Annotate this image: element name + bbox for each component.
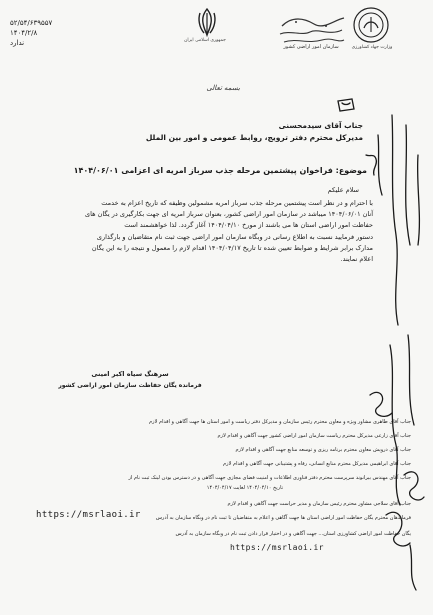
- body-line: آنان ۱۴۰۴/۰۶/۰۱ میباشد در سازمان امور اراضی کشور، بعنوان سرباز امریه ای جهت بکارگیری در یگان های: [85, 210, 373, 219]
- cc-line: جناب آقای مهندس بیرانوند سرپرست محترم دفتر فناوری اطلاعات و امنیت فضای مجازی جهت آگاهی و در دسترس بودن لینک ثبت نام از: [128, 475, 411, 481]
- body-line: دستور فرمایید نسبت به اطلاع رسانی در وبگاه سازمان امور اراضی جهت ثبت نام متقاضیان و بارگذاری: [96, 232, 373, 241]
- subject-line: موضوع: فراخوان پیشتمین مرحله جذب سرباز امریه ای اعزامی ۱۴۰۴/۰۶/۰۱: [73, 166, 367, 175]
- body-line: مدارک برابر شرایط و ضوابط تعیین شده تا تاریخ ۱۴۰۴/۰۴/۱۷ اقدام لازم را معمول و نتیجه را به این یگان: [91, 243, 373, 252]
- jahad-seal-icon: [352, 6, 390, 44]
- registration-url[interactable]: https://msrlaoi.ir: [36, 510, 141, 520]
- letter-header-meta: [10, 18, 52, 48]
- cc-line: جناب آقای زارعی مدیرکل محترم ریاست سازمان امور اراضی کشور جهت آگاهی و اقدام لازم: [217, 433, 411, 439]
- iran-emblem-icon: [196, 7, 218, 37]
- body-line: با احترام و در نظر است پیشتمین مرحله جذب سرباز امریه مشمولین وظیفه که تاریخ اعزام به خدمت: [101, 199, 373, 207]
- letter-attachment: ندارد: [10, 39, 25, 47]
- handwritten-heading: بسمه تعالی: [206, 84, 240, 92]
- cc-line: جناب آقای درویش معاون محترم برنامه ریزی و توسعه منابع جهت آگاهی و اقدام لازم: [235, 447, 411, 453]
- cc-line: تاریخ ۱۴۰۴/۰۴/۱۰ لغایت ۱۴۰۴/۰۴/۱۷: [206, 485, 283, 491]
- jahad-caption: وزارت جهاد کشاورزی: [351, 45, 393, 50]
- recipient-name: جناب آقای سیدمحسنی: [278, 121, 363, 130]
- body-line: اعلام نمایند.: [340, 255, 373, 264]
- recipient-title: مدیرکل محترم دفتر ترویج، روابط عمومی و امور بین الملل: [145, 133, 363, 142]
- body-line: حفاظت امور اراضی استان ها می باشند از مورخ ۱۴۰۴/۰۴/۱۰ آغاز گردد. لذا خواهشمند است: [124, 221, 373, 230]
- letter-date: ۱۴۰۴/۲/۸: [10, 29, 38, 37]
- signer-name: سرهنگ سیاه اکبر امینی: [91, 370, 169, 378]
- cc-line: یگان حفاظت امور اراضی کشاورزی استان... جهت آگاهی و در اختیار قرار دادن ثبت نام در وبگاه سازمان به آدرس: [175, 531, 411, 537]
- registration-url[interactable]: https://msrlaoi.ir: [230, 543, 324, 552]
- emblem-caption: جمهوری اسلامی ایران: [184, 38, 226, 43]
- recipient-block: [63, 120, 363, 144]
- signer-title: فرمانده یگان حفاظت سازمان امور اراضی کشور: [58, 382, 202, 389]
- org-name: سازمان امور اراضی کشور: [283, 44, 339, 50]
- cc-line: جناب آقای ابراهیمی مدیرکل محترم منابع انسانی، رفاه و پشتیبانی جهت آگاهی و اقدام لازم: [223, 461, 411, 467]
- handwritten-margin-notes: [330, 95, 430, 595]
- greeting: سلام علیکم: [327, 186, 359, 194]
- letter-body: [73, 198, 373, 265]
- letter-number: ۵۲/۵۴/۶۳۹۵۵۷: [10, 19, 53, 27]
- cc-line: فرماندهان محترم یگان حفاظت امور اراضی استان ها جهت آگاهی و اعلام به متقاضیان تا ثبت نام در وبگاه سازمان به آدرس: [155, 515, 411, 521]
- cc-line: جناب آقای طاهری مشاور ویژه و معاون محترم رئیس سازمان و مدیرکل دفتر ریاست و امور استان ها جهت آگاهی و اقدام لازم: [149, 419, 411, 425]
- cc-line: جناب آقای سلاجی مشاور محترم رئیس سازمان و مدیر حراست جهت آگاهی و اقدام لازم: [227, 501, 411, 507]
